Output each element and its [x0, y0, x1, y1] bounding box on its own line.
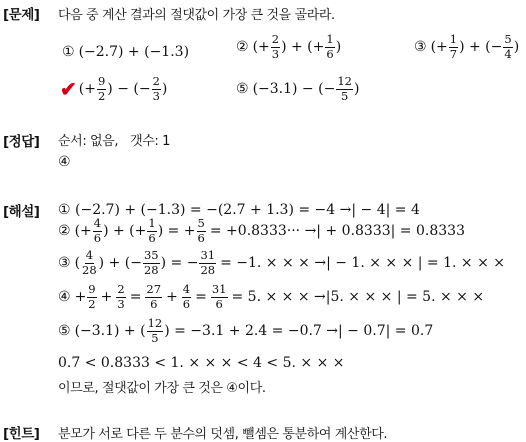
fraction: $\frac{1}{6}$ — [148, 216, 156, 245]
fraction: $\frac{27}{6}$ — [146, 282, 162, 311]
math-text: ) = + — [157, 223, 196, 239]
math-text: ) + (− — [98, 255, 142, 271]
math-text: ) — [353, 81, 360, 97]
math-text: = +0.8333··· →| + 0.8333| = 0.8333 — [209, 223, 465, 239]
explanation-line-2 — [58, 218, 465, 244]
fraction: $\frac{4}{6}$ — [93, 216, 102, 245]
explanation-header: [해설] — [3, 204, 40, 220]
explanation-line-6: 0.7 < 0.8333 < 1. × × × < 4 < 5. × × × — [58, 355, 345, 371]
fraction: $\frac{5}{6}$ — [197, 216, 205, 245]
fraction: $\frac{1}{6}$ — [326, 32, 334, 61]
fraction: $\frac{9}{2}$ — [88, 282, 96, 311]
math-text: = — [195, 289, 207, 305]
choice-4 — [60, 76, 167, 102]
choice-1-expression: (−2.7) + (−1.3) — [78, 44, 190, 60]
choice-3-number: ③ — [414, 39, 427, 55]
math-text: ) = − — [160, 255, 199, 271]
explanation-line-1: ① (−2.7) + (−1.3) = −(2.7 + 1.3) = −4 →| − 4| = 4 — [58, 202, 420, 218]
answer-order: 순서: 없음, — [58, 134, 119, 149]
answer-count: 갯수: 1 — [130, 134, 170, 149]
math-text: + — [74, 289, 87, 305]
fraction: $\frac{2}{3}$ — [152, 74, 160, 103]
math-text: ② — [58, 223, 71, 239]
check-mark-icon: ✔ — [60, 77, 77, 101]
choice-2 — [236, 34, 341, 60]
math-text: (+ — [430, 39, 448, 55]
explanation-line-5 — [58, 318, 433, 344]
fraction: $\frac{2}{3}$ — [117, 282, 125, 311]
fraction: $\frac{31}{6}$ — [211, 282, 227, 311]
math-text: ( — [74, 255, 81, 271]
math-text: = — [129, 289, 142, 305]
fraction: $\frac{4}{6}$ — [182, 282, 191, 311]
math-text: ④ — [58, 289, 71, 305]
math-text: ⑤ — [58, 323, 71, 339]
answer-header: [정답] — [3, 134, 40, 150]
fraction: $\frac{5}{4}$ — [504, 32, 512, 61]
math-text: ) + (+ — [281, 39, 325, 55]
choice-5-number: ⑤ — [236, 81, 249, 97]
explanation-line-4 — [58, 284, 484, 310]
math-text: ③ — [58, 255, 71, 271]
math-text: (+ — [74, 223, 92, 239]
math-text: ) — [161, 81, 168, 97]
math-text: ) — [335, 39, 342, 55]
math-text: ) = −3.1 + 2.4 = −0.7 →| − 0.7| = 0.7 — [164, 323, 434, 339]
choice-3 — [414, 34, 519, 60]
fraction: $\frac{31}{28}$ — [200, 248, 216, 277]
math-text: = −1. × × × →| − 1. × × × | = 1. × × × — [220, 255, 506, 271]
choice-1 — [62, 44, 189, 60]
answer-value: ④ — [58, 154, 71, 170]
fraction: $\frac{1}{7}$ — [449, 32, 458, 61]
hint-header: [힌트] — [3, 426, 40, 442]
answer-meta — [58, 130, 170, 149]
math-text: ) − (− — [107, 81, 151, 97]
math-text: ) + (− — [459, 39, 503, 55]
math-text: = 5. × × × →|5. × × × | = 5. × × × — [231, 289, 485, 305]
math-text: ) + (+ — [103, 223, 147, 239]
fraction: $\frac{9}{2}$ — [97, 74, 106, 103]
fraction: $\frac{4}{28}$ — [82, 248, 97, 277]
choice-2-number: ② — [236, 39, 249, 55]
fraction: $\frac{2}{3}$ — [271, 32, 280, 61]
math-text: + — [166, 289, 178, 305]
problem-text: 다음 중 계산 결과의 절댓값이 가장 큰 것을 골라라. — [58, 8, 335, 23]
choice-5 — [236, 76, 359, 102]
math-text: (−3.1) + ( — [74, 323, 146, 339]
fraction: $\frac{12}{5}$ — [147, 316, 163, 345]
explanation-conclusion: 이므로, 절댓값이 가장 큰 것은 ④이다. — [58, 381, 266, 396]
math-text: (−3.1) − (− — [252, 81, 336, 97]
hint-text: 분모가 서로 다른 두 분수의 덧셈, 뺄셈은 통분하여 계산한다. — [58, 427, 388, 442]
math-text: + — [100, 289, 113, 305]
fraction: $\frac{12}{5}$ — [337, 74, 352, 103]
problem-header: [문제] — [3, 7, 40, 23]
explanation-line-3 — [58, 250, 505, 276]
math-text: (+ — [78, 81, 96, 97]
fraction: $\frac{35}{28}$ — [143, 248, 159, 277]
math-text: (+ — [252, 39, 270, 55]
choice-1-number: ① — [62, 44, 75, 60]
math-text: ) — [513, 39, 520, 55]
